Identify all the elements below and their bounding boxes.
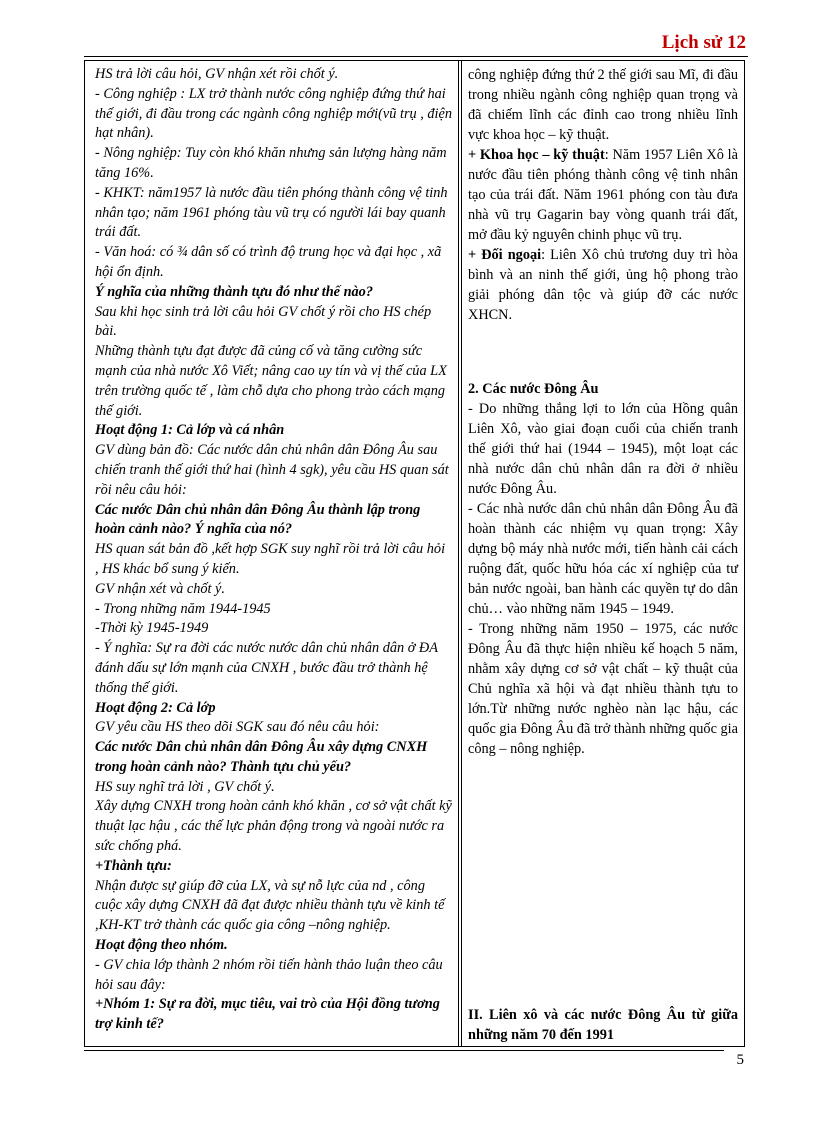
header-rule (84, 56, 748, 57)
right-block-2 (468, 379, 738, 759)
right-block-1 (468, 65, 738, 325)
left-line: Hoạt động 1: Cả lớp và cá nhân (95, 422, 285, 439)
left-line: Những thành tựu đạt được đã củng cố và tăng cường sức mạnh của nhà nước Xô Viết; nâng cao uy tín và vị thế của LX trên trường quốc tế , làm chỗ dựa cho phong trào cách mạng thế giới. (95, 343, 447, 419)
left-line: - Ý nghĩa: Sự ra đời các nước nước dân chủ nhân dân ở ĐA đánh dấu sự lớn mạnh của CNXH , bước đầu trở thành hệ thống thế giới. (95, 640, 438, 696)
left-line: GV yêu cầu HS theo dõi SGK sau đó nêu câu hỏi: (95, 719, 380, 736)
content-column (461, 61, 744, 1046)
section-heading-eastern-europe: 2. Các nước Đông Âu (468, 381, 599, 397)
eastern-europe-paragraph-2: - Các nhà nước dân chủ nhân dân Đông Âu đã hoàn thành các nhiệm vụ quan trọng: Xây dựng bộ máy nhà nước mới, tiến hành cải cách ruộng đất, quốc hữu hóa các xí nghiệp của tư bản nước ngoài, ban hành các quyền tự do dân chủ… vào những năm 1945 – 1949. (468, 501, 738, 617)
foreign-policy-text: : Liên Xô chủ trương duy trì hòa bình và an ninh thế giới, ủng hộ phong trào giải phóng dân tộc và giúp đỡ các nước XHCN. (468, 247, 738, 323)
eastern-europe-paragraph-3: - Trong những năm 1950 – 1975, các nước Đông Âu đã thực hiện nhiều kế hoạch 5 năm, nhằm xây dựng cơ sở vật chất – kỹ thuật của Chủ nghĩa xã hội và đạt nhiều thành tựu to lớn.Từ những nước nghèo nàn lạc hậu, các quốc gia Đông Âu đã trở thành những quốc gia công – nông nghiệp. (468, 621, 738, 757)
left-line: - Nông nghiệp: Tuy còn khó khăn nhưng sản lượng hàng năm tăng 16%. (95, 145, 447, 181)
foreign-policy-label: + Đối ngoại (468, 247, 542, 263)
header-title: Lịch sử 12 (661, 32, 746, 53)
left-line: Ý nghĩa của những thành tựu đó như thế nào? (95, 283, 373, 300)
left-line: - Trong những năm 1944-1945 (95, 600, 271, 617)
foreign-policy-paragraph (468, 245, 738, 325)
teacher-activities-column (85, 61, 459, 1046)
left-line: +Nhóm 1: Sự ra đời, mục tiêu, vai trò của Hội đồng tương trợ kinh tế? (95, 996, 440, 1033)
left-line: HS suy nghĩ trả lời , GV chốt ý. (95, 778, 275, 795)
footer-rule (84, 1050, 724, 1051)
left-line: - Văn hoá: có ¾ dân số có trình độ trung học và đại học , xã hội ổn định. (95, 244, 442, 280)
left-line: HS quan sát bản đồ ,kết hợp SGK suy nghĩ rồi trả lời câu hỏi , HS khác bổ sung ý kiến. (95, 541, 446, 577)
left-line: Xây dựng CNXH trong hoàn cảnh khó khăn , cơ sở vật chất kỹ thuật lạc hậu , các thế lực phản động trong và ngoài nước ra sức chống phá. (95, 798, 452, 855)
left-line: Các nước Dân chủ nhân dân Đông Âu xây dựng CNXH trong hoàn cảnh nào? Thành tựu chủ yếu? (95, 739, 428, 775)
science-label: + Khoa học – kỹ thuật (468, 147, 605, 163)
left-line: GV nhận xét và chốt ý. (95, 580, 225, 597)
eastern-europe-paragraph-1: - Do những thắng lợi to lớn của Hồng quân Liên Xô, vào giai đoạn cuối của chiến tranh thế giới thứ hai (1944 – 1945), một loạt các nhà nước dân chủ nhân dân ra đời ở nhiều nước Đông Âu. (468, 401, 738, 497)
science-paragraph (468, 145, 738, 245)
left-line: - GV chia lớp thành 2 nhóm rồi tiến hành thảo luận theo câu hỏi sau đây: (95, 956, 443, 993)
left-line: +Thành tựu: (95, 857, 172, 874)
left-line: Nhận được sự giúp đỡ của LX, và sự nỗ lực của nd , công cuộc xây dựng CNXH đã đạt được nhiều thành tựu về kinh tế ,KH-KT trở thành các quốc gia công –nông nghiệp. (95, 877, 445, 934)
science-text: : Năm 1957 Liên Xô là nước đầu tiên phóng thành công vệ tinh nhân tạo của trái đất. Năm 1961 phóng con tàu đưa nhà vũ trụ Gagarin bay vòng quanh trái đất, mở đầu kỷ nguyên chinh phục vũ trụ. (468, 147, 738, 243)
left-line: -Thời kỳ 1945-1949 (95, 620, 209, 637)
left-line: - Công nghiệp : LX trở thành nước công nghiệp đứng thứ hai thế giới, đi đầu trong các ngành công nghiệp mới(vũ trụ , điện hạt nhân). (95, 85, 453, 142)
content-table (84, 60, 745, 1047)
left-line: GV dùng bản đồ: Các nước dân chủ nhân dân Đông Âu sau chiến tranh thế giới thứ hai (hình 4 sgk), yêu cầu HS quan sát rồi nêu câu hỏi: (95, 442, 449, 498)
page-number: 5 (736, 1052, 744, 1068)
right-block-3 (468, 1005, 738, 1045)
industry-paragraph: công nghiệp đứng thứ 2 thế giới sau Mĩ, đi đầu trong nhiều ngành công nghiệp quan trọng và đã chiếm lĩnh các đỉnh cao trong nhiều lĩnh vực khoa học – kỹ thuật. (468, 67, 738, 143)
left-line: - KHKT: năm1957 là nước đầu tiên phóng thành công vệ tinh nhân tạo; năm 1961 phóng tàu vũ trụ có người lái bay quanh trái đất. (95, 184, 448, 241)
left-line: Hoạt động theo nhóm. (95, 937, 228, 954)
left-line: Sau khi học sinh trả lời câu hỏi GV chốt ý rồi cho HS chép bài. (95, 303, 432, 340)
left-line: Các nước Dân chủ nhân dân Đông Âu thành lập trong hoàn cảnh nào? Ý nghĩa của nó? (95, 501, 421, 538)
section-heading-ii: II. Liên xô và các nước Đông Âu từ giữa những năm 70 đến 1991 (468, 1007, 738, 1043)
left-line: HS trả lời câu hỏi, GV nhận xét rồi chốt ý. (95, 66, 339, 82)
left-line: Hoạt động 2: Cả lớp (95, 699, 216, 716)
